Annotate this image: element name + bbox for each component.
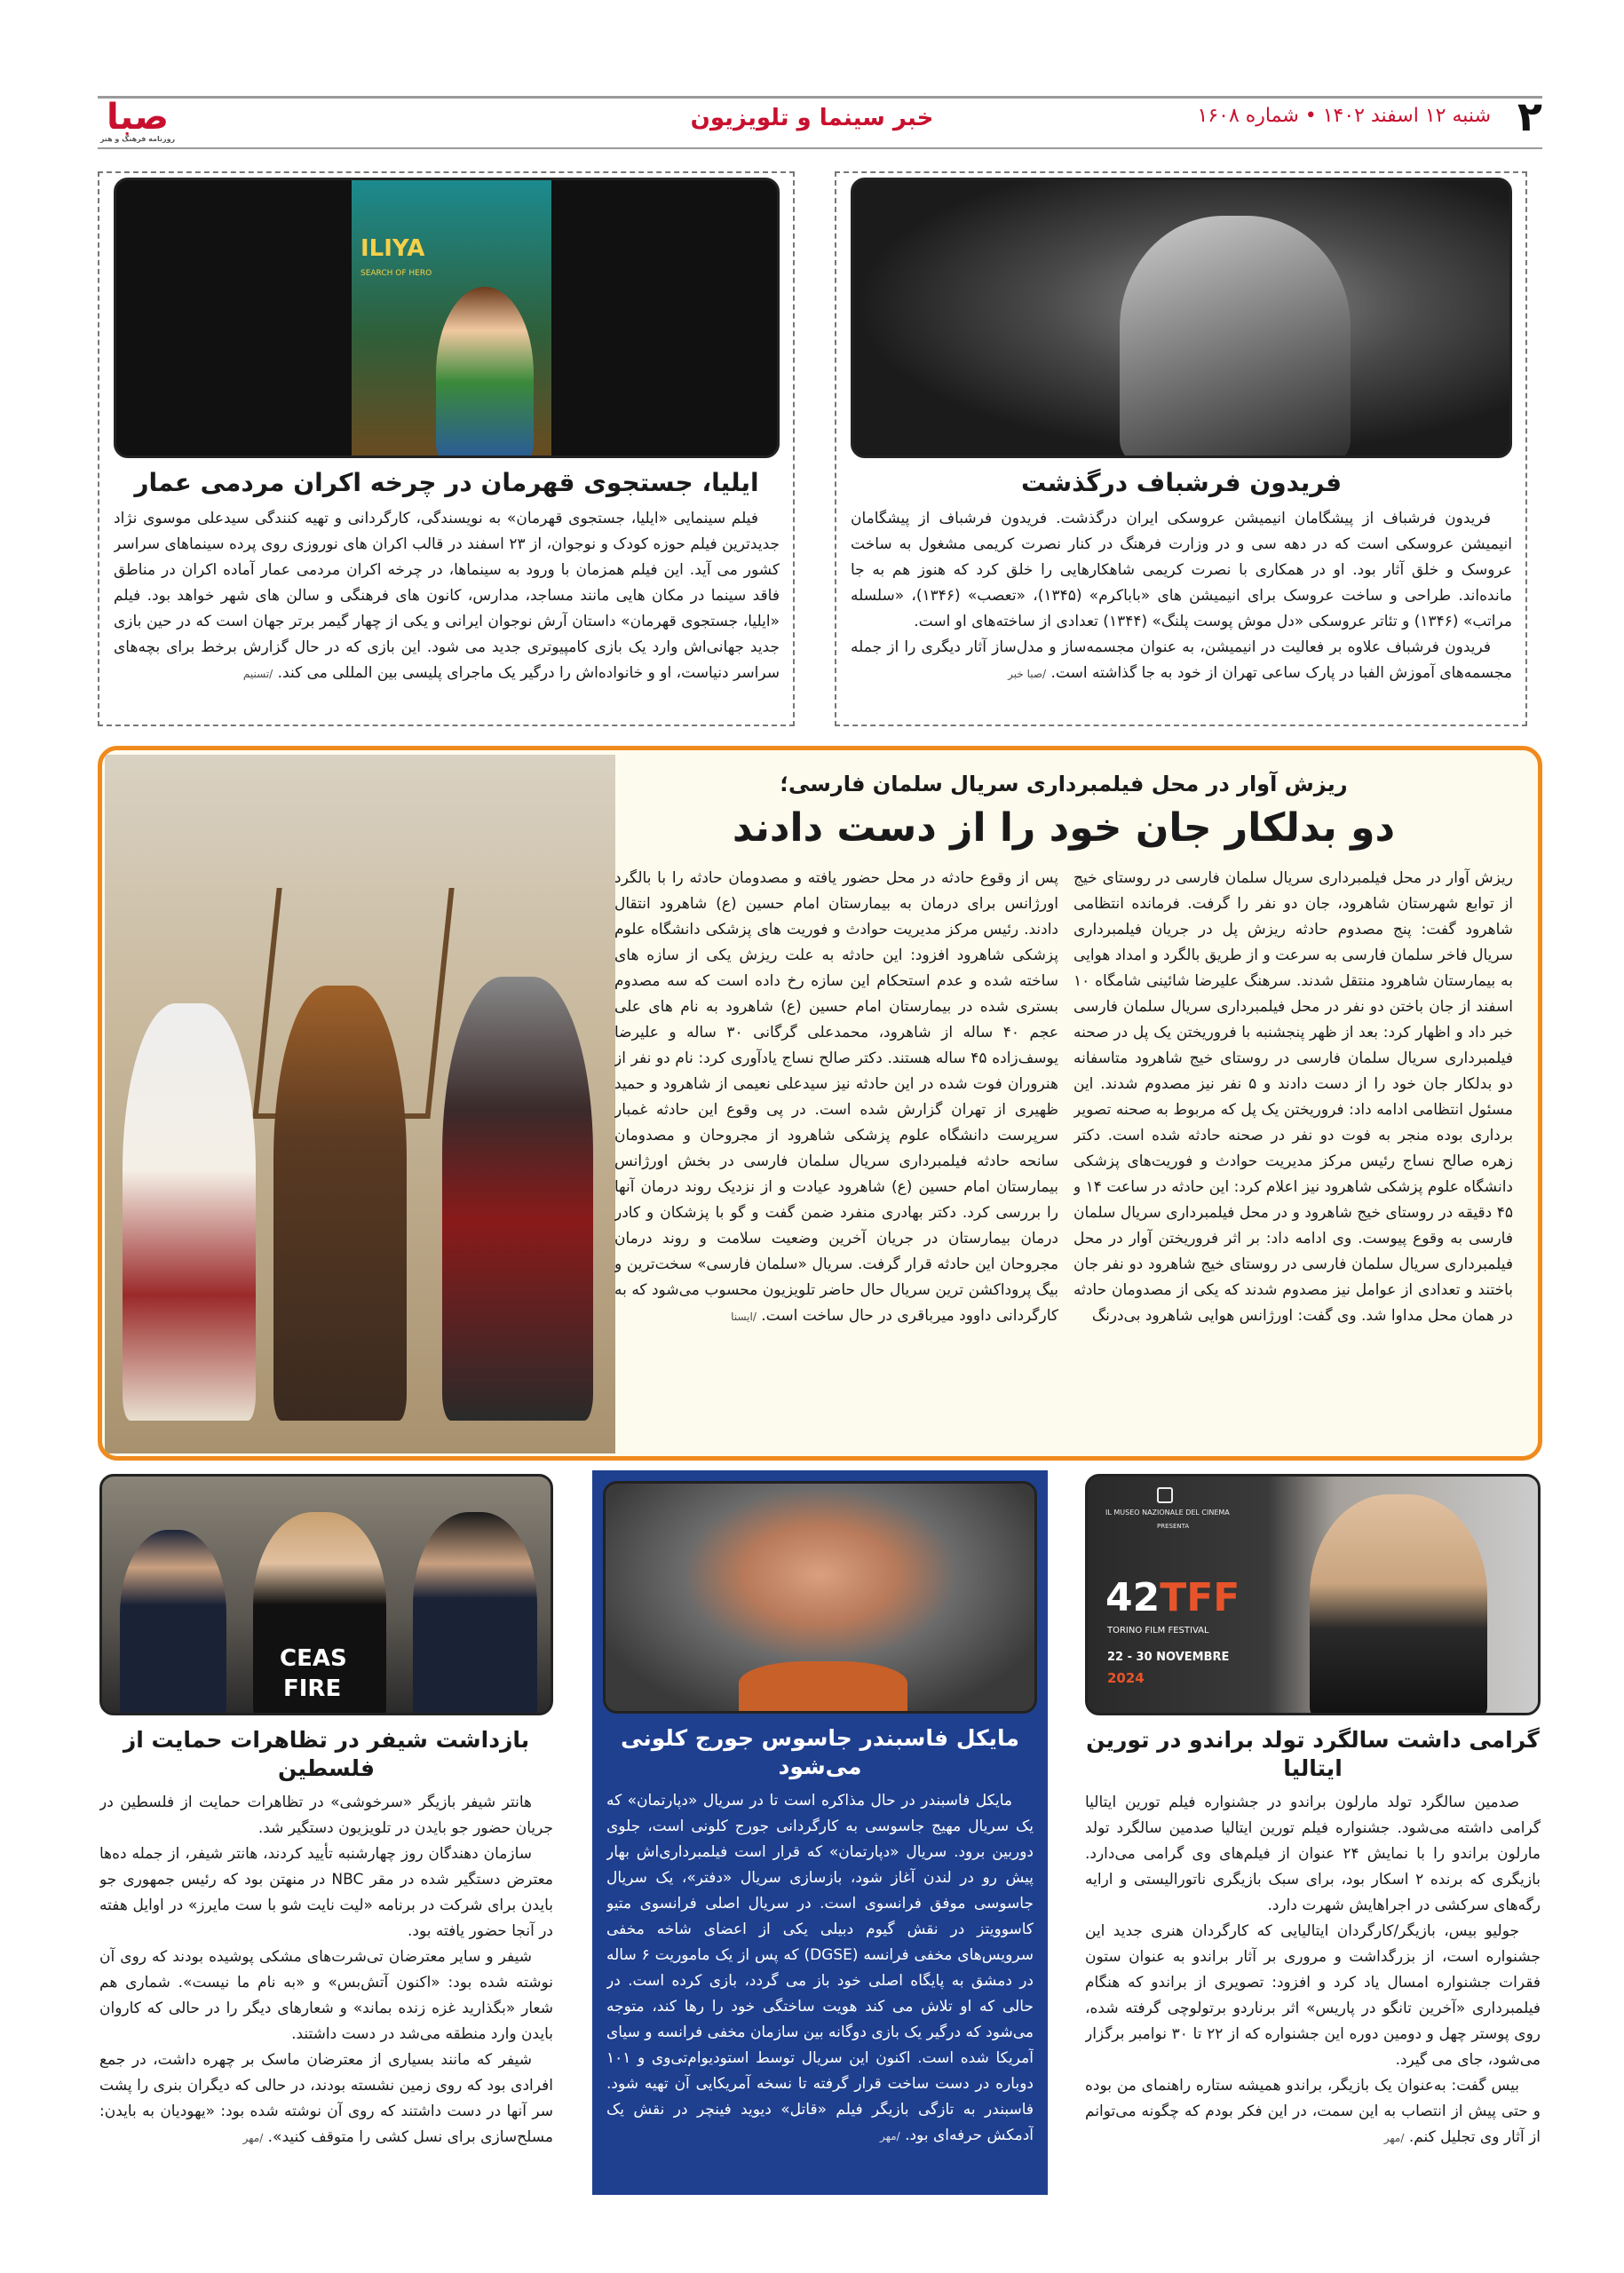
paragraph: صدمین سالگرد تولد مارلون براندو در جشنواره فیلم تورین ایتالیا گرامی داشته می‌شود. جشنواره فیلم تورین ایتالیا صدمین سالگرد تولد مارلون براندو را با نمایش ۲۴ عنوان از فیلم‌های وی گرامی می‌دارد. بازیگری که برنده ۲ اسکار بود، برای سبک بازیگری ناتورالیستی و ارایه رگه‌های سرکشی در اجراهایش شهرت دارد. <box>1085 1794 1541 1914</box>
feature-column-left <box>614 866 1058 1447</box>
actor-armor <box>442 977 593 1421</box>
paragraph: هانتر شیفر بازیگر «سرخوشی» در تظاهرات حمایت از فلسطین در جریان حضور جو بایدن در تلویزیون دستگیر شد. <box>99 1794 553 1837</box>
poster-number: 42 <box>1105 1575 1161 1620</box>
feature-column-right: ریزش آوار در محل فیلمبرداری سریال سلمان فارسی در روستای خیج از توابع شهرستان شاهرود، جان دو نفر را گرفت. فرمانده انتظامی شاهرود گفت: پنج مصدوم حادثه ریزش پل در جریان فیلمبرداری سریال فاخر سلمان فارسی به سرعت و از طریق بالگرد و امداد هوایی به بیمارستان شاهرود منتقل شدند. سرهنگ علیرضا شائینی شامگاه ۱۰ اسفند از جان باختن دو نفر در محل فیلمبرداری سریال سلمان فارسی خبر داد و اظهار کرد: بعد از ظهر پنجشنبه با فروریختن یک پل در صحنه فیلمبرداری سریال سلمان فارسی در روستای خیج شاهرود متاسفانه دو بدلکار جان خود را از دست دادند و ۵ نفر نیز مصدوم شدند. این مسئول انتظامی ادامه داد: فروریختن یک پل که مربوط به صحنه تصویر برداری بوده منجر به فوت دو نفر در صحنه حادثه شده است. دکتر زهره صالح نساج رئیس مرکز مدیریت حوادث و فوریت‌های پزشکی دانشگاه علوم پزشکی شاهرود نیز اعلام کرد: این حادثه در ساعت ۱۴ و ۴۵ دقیقه در روستای خیج شاهرود و در محل فیلمبرداری سریال سلمان فارسی به وقوع پیوست. وی ادامه داد: بر اثر فروریختن آوار در محل فیلمبرداری سریال سلمان فارسی در روستای خیج شاهرود دو نفر جان باختند و تعدادی از عوامل نیز مصدوم شدند که یکی از مصدومان حادثه در همان محل مداوا شد. وی گفت: اورژانس هوایی شاهرود بی‌درنگ <box>1073 869 1513 1325</box>
orange-shirt <box>739 1661 907 1714</box>
headline-iliya: ایلیا، جستجوی قهرمان در چرخه اکران مردمی عمار <box>134 468 759 497</box>
fassbender-text-block <box>606 1724 1034 2186</box>
tff-logo-icon <box>1157 1487 1173 1503</box>
paragraph: مایکل فاسبندر در حال مذاکره است تا در سریال «دپارتمان» که یک سریال مهیج جاسوسی به کارگردانی جورج کلونی است، جلوی دوربین برود. سریال «دپارتمان» که قرار است فیلمبرداری‌اش بهار پیش رو در لندن آغاز شود، بازسازی سریال «دفتر»، یک سریال جاسوسی موفق فرانسوی است. در سریال اصلی فرانسوی متیو کاسوویتز در نقش گیوم دبیلی یکی از اعضای شاخه مخفی سرویس‌های مخفی فرانسه (DGSE) که پس از یک ماموریت ۶ ساله در دمشق به پایگاه اصلی خود باز می گردد، بازی کرده است. در حالی که او تلاش می کند هویت ساختگی خود را رها کند، متوجه می‌شود که درگیر یک بازی دوگانه بین سازمان مخفی فرانسه و سیای آمریکا شده است. اکنون این سریال توسط استودیوام‌تی‌وی و ۱۰۱ دوباره در دست ساخت قرار گرفته تا نسخه آمریکایی آن تهیه شود. فاسبندر به تازگی بازیگر فیلم «قاتل» دیوید فینچر در نقش یک آدمکش حرفه‌ای بود. <box>606 1792 1034 2144</box>
iliya-poster <box>114 178 780 458</box>
news-source: /مهر <box>880 2130 900 2142</box>
paragraph: فیلم سینمایی «ایلیا، جستجوی قهرمان» به نویسندگی، کارگردانی و تهیه کنندگی سیدعلی موسوی نژاد جدیدترین فیلم حوزه کودک و نوجوان، از ۲۳ اسفند در قالب اکران های نوروزی روی پرده سینماهای سراسر کشور می آید. این فیلم همزمان با ورود به سینماها، در چرخه اکران مردمی عمار آماده اکران در مناطق فاقد سینما در مکان هایی مانند مساجد، مدارس، کانون های فرهنگی و سالن های شهر خواهد بود. فیلم «ایلیا، جستجوی قهرمان» داستان آرش نوجوان ایرانی و یکی از چهار گیمر برتر جهان است که در حین بازی جدید جهانی‌اش وارد یک بازی کامپیوتری جدید می شود. این بازی که در حال گزارش برخط برای بچه‌های سراسر دنیاست، او و خانواده‌اش را درگیر یک ماجرای پلیسی بین المللی می کند. <box>114 510 780 682</box>
paragraph: پس از وقوع حادثه در محل حضور یافته و مصدومان حادثه را با بالگرد اورژانس برای درمان به بیمارستان امام حسین (ع) شاهرود انتقال دادند. رئیس مرکز مدیریت حوادث و فوریت های پزشکی دانشگاه علوم پزشکی شاهرود افزود: این حادثه به علت ریزش یکی از سازه های ساخته شده و عدم استحکام این سازه رخ داده است که سه مصدوم بستری شده در بیمارستان امام حسین (ع) شاهرود به نام های علی عجم ۴۰ ساله از شاهرود، محمدعلی گرگانی ۳۰ ساله و علیرضا یوسف‌زاده ۴۵ ساله هستند. دکتر صالح نساج یادآوری کرد: نام دو نفر از هنروران فوت شده در این حادثه نیز سیدعلی نعیمی از شاهرود و حمید ظهیری از تهران گزارش شده است. در پی وقوع این حادثه غمبار سرپرست دانشگاه علوم پزشکی شاهرود از مجروحان و مصدومان سانحه حادثه فیلمبرداری سریال سلمان فارسی در بخش اورژانس بیمارستان امام حسین (ع) شاهرود عیادت و از نزدیک روند درمان آنها را بررسی کرد. دکتر بهادری منفرد ضمن گفت و گو با پزشکان و کادر درمان بیمارستان در جریان آخرین وضعیت سلامت و روند درمان مجروحان این حادثه قرار گرفت. سریال «سلمان فارسی» سخت‌ترین و بیگ پروداکشن ترین سریال حال حاضر تلویزیون محسوب می‌شود که به کارگردانی داوود میرباقری در حال ساخت است. <box>614 869 1058 1325</box>
body-brando <box>1085 1790 1541 2193</box>
news-source: /مهر <box>1383 2132 1405 2144</box>
header-bottom-rule <box>98 147 1542 149</box>
header-top-rule <box>98 96 1542 99</box>
headline-farshbaf: فریدون فرشباف درگذشت <box>1020 468 1343 497</box>
paragraph: شیفر و سایر معترضان تی‌شرت‌های مشکی پوشیده بودند که روی آن نوشته شده بود: «اکنون آتش‌بس» و «به نام ما نیست». شماری هم شعار «بگذارید غزه زنده بماند» و شعارهای دیگر را در حالی که کاروان بایدن وارد منطقه می‌شد در دست داشتند. <box>99 1948 553 2043</box>
poster-year: 2024 <box>1107 1670 1145 1686</box>
brando-text-block <box>1085 1726 1541 2193</box>
hero-character <box>436 287 534 458</box>
paragraph: فریدون فرشباف از پیشگامان انیمیشن عروسکی ایران درگذشت. فریدون فرشباف از پیشگامان انیمیشن عروسکی است که در دهه سی و در وزارت فرهنگ در کنار نصرت کریمی مشغول به ساخت عروسک و خلق آثار بود. او در همکاری با نصرت کریمی شاهکارهایی را خلق کرد که هنوز هم به جا مانده‌اند. طراحی و ساخت عروسک برای انیمیشن های «باباکرم» (۱۳۴۵)، «تعصب» (۱۳۴۶)، «سلسله مراتب» (۱۳۴۶) و تئاتر عروسکی «دل موش پوست پلنگ» (۱۳۴۴) تعدادی از ساخته‌های او است. <box>851 510 1512 630</box>
news-source: /تسنیم <box>242 668 273 680</box>
paragraph: بیس گفت: به‌عنوان یک بازیگر، براندو همیشه ستاره راهنمای من بوده و حتی پیش از انتصاب به این سمت، در این فکر بودم که چگونه می‌توانم از آثار وی تجلیل کنم. <box>1085 2077 1541 2146</box>
logo-text: صبا <box>107 97 169 138</box>
page-number: ۲ <box>1517 92 1542 140</box>
feature-headline: دو بدلکار جان خود را از دست دادند <box>732 805 1396 851</box>
protester <box>253 1512 386 1715</box>
headline-brando: گرامی داشت سالگرد تولد براندو در تورین ایتالیا <box>1086 1727 1540 1781</box>
fassbender-photo <box>603 1481 1037 1714</box>
body-schafer <box>99 1790 553 2193</box>
newspaper-logo <box>99 99 176 147</box>
portrait-figure <box>1120 216 1351 458</box>
feature-article-salman-farsi <box>98 746 1542 1461</box>
body-farshbaf <box>851 506 1512 721</box>
section-title: خبر سینما و تلویزیون <box>690 105 934 131</box>
schafer-protest-photo <box>99 1474 553 1715</box>
issue-date: شنبه ۱۲ اسفند ۱۴۰۲ • شماره ۱۶۰۸ <box>1197 105 1491 127</box>
paragraph: سازمان دهندگان روز چهارشنبه تأیید کردند، هانتر شیفر، از جمله ده‌ها معترض دستگیر شده در مقر NBC در منهتن بود که رئیس جمهوری جو بایدن برای شرکت در برنامه «لیت نایت شو با ست مایرز» در اوایل هفته در آنجا حضور یافته بود. <box>99 1845 553 1940</box>
poster-festival: TORINO FILM FESTIVAL <box>1107 1626 1209 1635</box>
feature-columns <box>614 866 1513 1447</box>
farshbaf-text-block <box>851 467 1512 721</box>
poster-title: ILIYA <box>360 235 425 262</box>
poster-tff: TFF <box>1160 1575 1240 1620</box>
poster-presenta: PRESENTA <box>1157 1523 1190 1530</box>
iliya-text-block <box>114 467 780 721</box>
news-source: /صبا خبر <box>1008 668 1047 680</box>
article-fassbender <box>592 1470 1048 2195</box>
feature-text-area <box>614 770 1513 1447</box>
poster-dates: 22 - 30 NOVEMBRE <box>1107 1651 1230 1664</box>
actor-white-robe <box>123 1003 256 1421</box>
body-fassbender <box>606 1788 1034 2186</box>
feature-kicker: ریزش آوار در محل فیلمبرداری سریال سلمان فارسی؛ <box>780 772 1348 796</box>
poster-presenter: IL MUSEO NAZIONALE DEL CINEMA <box>1105 1509 1230 1517</box>
actor-brown-robe <box>273 986 407 1421</box>
headline-fassbender: مایکل فاسبندر جاسوس جورج کلونی می‌شود <box>621 1725 1019 1779</box>
torino-poster-photo <box>1085 1474 1541 1715</box>
officer-right <box>413 1512 537 1715</box>
news-source: /مهر <box>242 2132 264 2144</box>
news-source: /ایسنا <box>731 1311 757 1323</box>
officer-left <box>120 1530 226 1715</box>
poster-art <box>352 180 551 458</box>
farshbaf-photo <box>851 178 1512 458</box>
paragraph: فریدون فرشباف علاوه بر فعالیت در انیمیشن، به عنوان مجسمه‌ساز و مدل‌ساز آثار دیگری را از جمله مجسمه‌های آموزش الفبا در پارک ساعی تهران از خود به جا گذاشته است. <box>851 638 1512 682</box>
brando-figure <box>1310 1494 1487 1715</box>
feature-photo <box>105 755 615 1453</box>
body-iliya <box>114 506 780 721</box>
shirt-text: CEAS <box>280 1645 347 1672</box>
poster-subtitle: SEARCH OF HERO <box>360 269 432 278</box>
logo-tagline: روزنامه فرهنگ و هنر <box>99 135 176 143</box>
poster-42tff <box>1105 1576 1240 1620</box>
schafer-text-block <box>99 1726 553 2193</box>
headline-schafer: بازداشت شیفر در تظاهرات حمایت از فلسطین <box>123 1727 530 1781</box>
paragraph: شیفر که مانند بسیاری از معترضان ماسک بر چهره داشت، در جمع افرادی بود که روی زمین نشسته بودند، در حالی که دیگران بنری را پشت سر آنها در دست داشتند که روی آن نوشته شده بود: «یهودیان به بایدن: مسلح‌سازی برای نسل کشی را متوقف کنید». <box>99 2051 553 2146</box>
paragraph: جولیو بیس، بازیگر/کارگردان ایتالیایی که کارگردان هنری جدید این جشنواره است، از بزرگداشت و مروری بر آثار براندو به عنوان ستون فقرات جشنواره امسال یاد کرد و افزود: تصویری از براندو که هنگام فیلمبرداری «آخرین تانگو در پاریس» اثر برناردو برتولوچی گرفته شده، روی پوستر چهل و دومین دوره این جشنواره که از ۲۲ تا ۳۰ نوامبر برگزار می‌شود، جای می گیرد. <box>1085 1922 1541 2069</box>
shirt-text: FIRE <box>283 1675 342 1702</box>
